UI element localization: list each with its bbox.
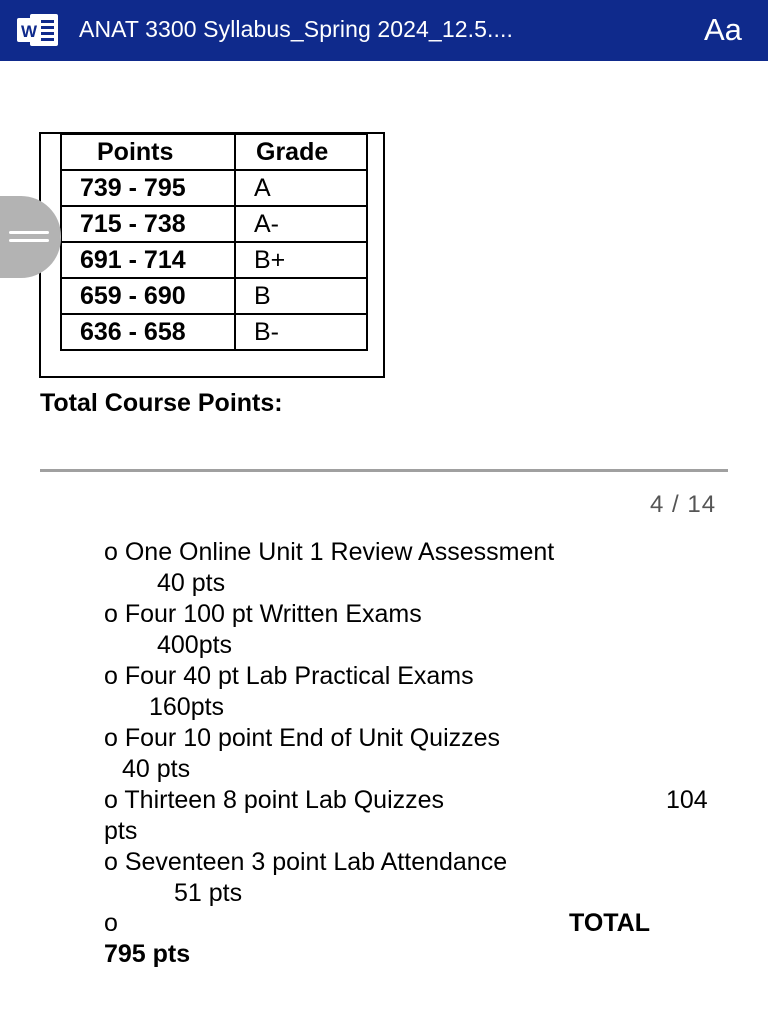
table-row (61, 206, 367, 242)
document-title: ANAT 3300 Syllabus_Spring 2024_12.5.... (79, 16, 513, 42)
list-item-points: 40 pts (122, 755, 191, 783)
grade-cell: B+ (235, 242, 367, 278)
grade-scale-table (60, 133, 368, 351)
points-cell: 715 - 738 (61, 206, 235, 242)
list-item-bullet: o (104, 909, 118, 937)
table-header-row (61, 134, 367, 170)
svg-text:W: W (20, 22, 38, 41)
points-cell: 636 - 658 (61, 314, 235, 350)
points-cell: 659 - 690 (61, 278, 235, 314)
total-label: TOTAL (569, 909, 651, 937)
list-item: o Seventeen 3 point Lab Attendance (104, 848, 508, 876)
grade-cell: B (235, 278, 367, 314)
text-size-button[interactable]: Aa (704, 12, 742, 47)
app-header (0, 0, 768, 61)
grade-cell: B- (235, 314, 367, 350)
total-course-points-label: Total Course Points: (40, 389, 283, 417)
points-column-header: Points (61, 134, 235, 170)
list-item-points: 160pts (149, 693, 225, 721)
list-item-points: 51 pts (174, 879, 243, 907)
list-item: o Four 100 pt Written Exams (104, 600, 422, 628)
table-row (61, 242, 367, 278)
points-cell: 691 - 714 (61, 242, 235, 278)
grade-cell: A- (235, 206, 367, 242)
handle-line-icon (9, 231, 49, 234)
page-divider (40, 469, 728, 472)
table-row (61, 314, 367, 350)
page-indicator: 4 / 14 (650, 491, 717, 518)
list-item-points: 104 (666, 786, 708, 814)
list-item: o One Online Unit 1 Review Assessment (104, 538, 555, 566)
list-item-points: 400pts (157, 631, 233, 659)
table-row (61, 278, 367, 314)
grade-cell: A (235, 170, 367, 206)
list-item: o Four 40 pt Lab Practical Exams (104, 662, 474, 690)
list-item: o Four 10 point End of Unit Quizzes (104, 724, 501, 752)
list-item-points-unit: pts (104, 817, 138, 845)
word-app-icon[interactable] (16, 13, 60, 47)
total-points-value: 795 pts (104, 940, 191, 968)
list-item-points: 40 pts (157, 569, 226, 597)
list-item: o Thirteen 8 point Lab Quizzes (104, 786, 445, 814)
grade-column-header: Grade (235, 134, 367, 170)
handle-line-icon (9, 239, 49, 242)
table-row (61, 170, 367, 206)
points-cell: 739 - 795 (61, 170, 235, 206)
